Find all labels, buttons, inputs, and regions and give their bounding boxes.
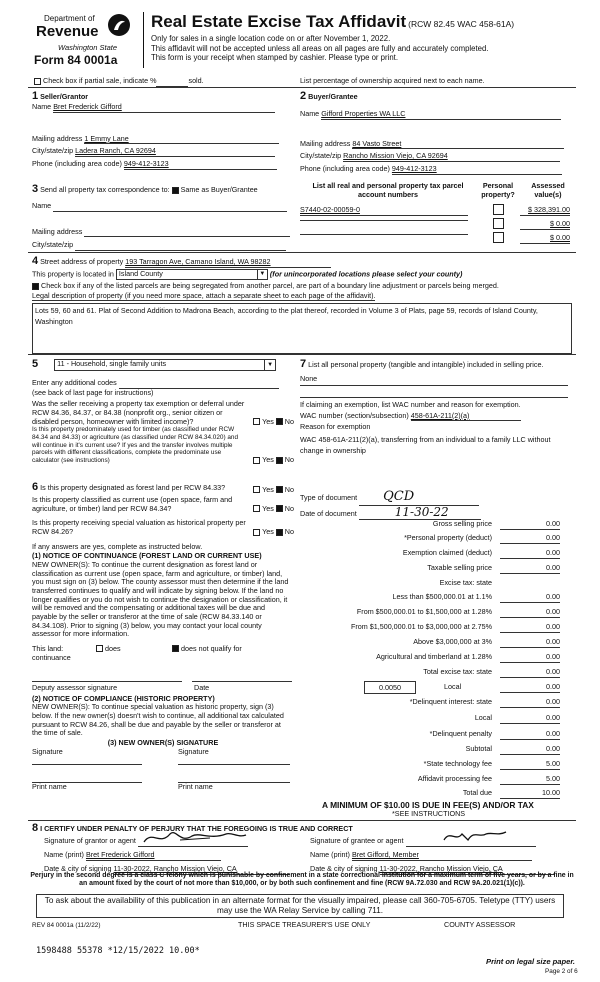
seller-phone-label: Phone (including area code) <box>32 159 122 169</box>
buyer-mailing-label: Mailing address <box>300 138 351 148</box>
calc-label: Taxable selling price <box>427 563 492 572</box>
county-selected-value: Island County <box>118 269 163 279</box>
table-row <box>300 745 562 756</box>
owner-signature-line-1[interactable] <box>32 756 142 765</box>
correspondence-label: Send all property tax correspondence to: <box>40 185 170 194</box>
buyer-heading: Buyer/Grantee <box>308 92 358 101</box>
owner-signature-line-2[interactable] <box>178 756 290 765</box>
historic-question-text: Is this property receiving special valuation as historical property per RCW 84.26? <box>32 518 246 537</box>
segregated-parcel-checkbox[interactable] <box>32 283 39 290</box>
yes-label: Yes <box>262 503 274 513</box>
calc-value[interactable]: 0.00 <box>500 698 560 708</box>
table-row <box>300 698 562 709</box>
dept-label: Department of <box>44 14 95 23</box>
calc-value[interactable]: 0.00 <box>500 564 560 574</box>
no-label: No <box>284 503 294 513</box>
calc-value[interactable]: 0.00 <box>500 745 560 755</box>
no-label: No <box>284 527 294 537</box>
revision-label: REV 84 0001a (11/2/22) <box>32 922 101 929</box>
seller-city-label: City/state/zip <box>32 146 74 156</box>
yes-label: Yes <box>262 484 274 494</box>
table-row <box>300 534 562 545</box>
calc-value[interactable]: 0.00 <box>500 608 560 618</box>
table-row <box>300 549 562 560</box>
agency-logo <box>28 10 138 72</box>
parcel-col-personal: Personal property? <box>481 181 515 199</box>
calc-value[interactable]: 0.00 <box>500 520 560 530</box>
table-row <box>300 789 562 800</box>
seller-phone-field[interactable]: 949-412-3123 <box>124 160 277 170</box>
calc-label: Less than $500,000.01 at 1.1% <box>392 592 492 601</box>
forest-question-text: Is this property designated as forest land per RCW 84.33? <box>40 483 226 492</box>
exemption-question <box>32 400 294 426</box>
partial-sale-percent-field[interactable] <box>156 77 188 87</box>
if-yes-note: If any answers are yes, complete as instructed below. <box>32 541 203 551</box>
wac-label: WAC number (section/subsection) <box>300 410 409 420</box>
table-row <box>300 668 562 679</box>
calc-value[interactable]: 0.00 <box>500 730 560 740</box>
continuance-label: continuance <box>32 652 71 662</box>
table-row <box>300 220 570 231</box>
form-citation: (RCW 82.45 WAC 458-61A) <box>408 19 515 29</box>
table-row <box>300 608 562 619</box>
table-row <box>300 623 562 634</box>
calc-value[interactable]: 0.00 <box>500 638 560 648</box>
uninc-note: (for unincorporated locations please select your county) <box>269 269 463 279</box>
grantor-signature-image <box>140 826 250 848</box>
calc-label: *State technology fee <box>423 759 492 768</box>
legal-description-label: Legal description of property (if you need more space, attach a separate sheet to each page of the affidavit). <box>32 290 376 300</box>
calc-value[interactable]: 5.00 <box>500 760 560 770</box>
buyer-section <box>300 90 575 175</box>
does-label: does <box>105 643 121 653</box>
wac-number-field[interactable]: 458-61A-211(2)(a) <box>411 412 521 422</box>
treasurer-label: THIS SPACE TREASURER'S USE ONLY <box>238 920 371 929</box>
buyer-phone-label: Phone (including area code) <box>300 164 390 174</box>
current-use-no-checkbox[interactable] <box>276 505 283 512</box>
calc-label: Exemption claimed (deduct) <box>402 548 492 557</box>
correspondence-mailing-label: Mailing address <box>32 226 83 236</box>
ownership-note: List percentage of ownership acquired next to each name. <box>300 76 485 85</box>
notice-continuance-text: NEW OWNER(S): To continue the current designation as forest land or classification as current use (open space, farm and agriculture, or timber) land, you must sign on (3) below. The county assessor must then determine if the land transferred continues to qualify and will indicate by signing below. If the land no longer qualifies or you do not wish to continue the designation or classification, it will be removed and the compensating or additional taxes will be due and payable by the seller or transferor at the time of sale (RCW 84.33.140 or 84.34.108). Prior to signing (3) below, you may contact your local county assessor for more information. <box>32 560 289 639</box>
minimum-due-note: A MINIMUM OF $10.00 IS DUE IN FEE(S) AND/OR TAX <box>322 800 534 810</box>
see-instructions-note: *SEE INSTRUCTIONS <box>392 809 466 818</box>
local-rate-field[interactable]: 0.0050 <box>364 681 416 694</box>
timber-question-text: Is this property predominately used for timber (as classified under RCW 84.34 and 84.33) or agriculture (as classified under RCW 84.34.020) and will continue in it's current use? If yes and the transfer involves multiple parcels with different classifications, complete the predominate use calculator (see instructions) <box>32 426 239 465</box>
table-row <box>300 730 562 741</box>
grantor-name-field[interactable]: Bret Frederick Gifford <box>86 851 221 861</box>
table-row <box>300 206 570 217</box>
calc-value[interactable]: 0.00 <box>500 549 560 559</box>
same-as-buyer-checkbox[interactable] <box>172 187 179 194</box>
seller-heading: Seller/Grantor <box>40 92 89 101</box>
parcel-number-field[interactable] <box>300 234 468 235</box>
land-use-selected-value: 11 - Household, single family units <box>57 359 167 369</box>
timber-no-checkbox[interactable] <box>276 457 283 464</box>
seller-section <box>32 90 287 170</box>
buyer-mailing-field[interactable]: 84 Vasto Street <box>352 140 564 150</box>
calc-value[interactable]: 0.00 <box>500 534 560 544</box>
correspondence-name-field[interactable] <box>53 202 287 212</box>
section-number: 1 <box>32 90 39 102</box>
no-label: No <box>284 484 294 494</box>
calc-label: Excise tax: state <box>439 578 492 587</box>
buyer-city-label: City/state/zip <box>300 151 342 161</box>
local-label: Local <box>444 682 462 691</box>
correspondence-city-label: City/state/zip <box>32 240 74 250</box>
does-qualify-checkbox[interactable] <box>96 645 103 652</box>
partial-sale-label: Check box if partial sale, indicate % <box>43 76 157 85</box>
parcel-col-assessed: Assessed value(s) <box>531 181 565 199</box>
receipt-stamp: 1598488 55378 *12/15/2022 10.00* <box>36 946 200 956</box>
calc-label: Subtotal <box>465 744 492 753</box>
agency-name: Revenue <box>36 23 99 40</box>
section-number: 8 <box>32 822 39 834</box>
section-number: 5 <box>32 358 39 370</box>
notice-continuance-title: (1) NOTICE OF CONTINUANCE (FOREST LAND OR CURRENT USE) <box>32 551 262 561</box>
yes-label: Yes <box>262 455 274 465</box>
forest-land-section <box>32 481 294 791</box>
partial-sale-row <box>34 77 204 87</box>
document-date-field[interactable]: 11-30-22 <box>359 505 481 520</box>
document-type-row <box>300 489 479 506</box>
deputy-signature-label: Deputy assessor signature <box>32 682 118 692</box>
print-name-label: Print name <box>32 781 67 791</box>
header-note-2: This affidavit will not be accepted unless all areas on all pages are fully and accurately completed. <box>151 43 489 53</box>
new-owner-signature-title: (3) NEW OWNER(S) SIGNATURE <box>107 738 219 747</box>
deputy-signature-line[interactable] <box>32 673 182 682</box>
paper-note: Print on legal size paper. <box>486 957 576 966</box>
personal-property-checkbox[interactable] <box>493 204 504 215</box>
buyer-city-field[interactable]: Rancho Mission Viejo, CA 92694 <box>343 152 560 162</box>
form-number: Form 84 0001a <box>34 53 118 67</box>
current-use-question <box>32 496 294 513</box>
property-section <box>32 255 572 354</box>
correspondence-city-field[interactable] <box>75 241 286 251</box>
yes-label: Yes <box>262 527 274 537</box>
calc-label: Agricultural and timberland at 1.28% <box>376 652 492 661</box>
historic-yes-checkbox[interactable] <box>253 529 260 536</box>
exemption-yes-checkbox[interactable] <box>253 418 260 425</box>
grantee-date-label: Date & city of signing <box>310 864 378 874</box>
calc-value[interactable]: 10.00 <box>500 789 560 799</box>
current-use-yes-checkbox[interactable] <box>253 505 260 512</box>
table-row <box>300 593 562 604</box>
county-label: This property is located in <box>32 269 114 279</box>
forest-question <box>32 481 294 494</box>
buyer-name-field[interactable]: Gifford Properties WA LLC <box>321 110 561 120</box>
current-use-question-text: Is this property classified as current use (open space, farm and agriculture, or timber) land per RCW 84.34? <box>32 495 233 513</box>
parcel-number-field[interactable]: S7440-02-00059-0 <box>300 206 468 216</box>
land-use-section <box>32 358 294 465</box>
personal-property-section <box>300 358 572 457</box>
codes-note: (see back of last page for instructions) <box>32 387 154 397</box>
divider <box>28 87 576 88</box>
calc-label: *Delinquent interest: state <box>409 697 492 706</box>
page-number: Page 2 of 6 <box>545 968 578 975</box>
table-row <box>300 653 562 664</box>
logo-mark-icon <box>108 14 130 36</box>
no-label: No <box>284 416 294 426</box>
forest-yes-checkbox[interactable] <box>253 486 260 493</box>
parcel-number-field[interactable] <box>300 220 468 221</box>
reason-label: Reason for exemption <box>300 422 371 432</box>
exemption-no-checkbox[interactable] <box>276 418 283 425</box>
calc-label: Total excise tax: state <box>423 667 492 676</box>
street-label: Street address of property <box>40 257 124 266</box>
historic-no-checkbox[interactable] <box>276 529 283 536</box>
table-row <box>300 760 562 771</box>
calc-value[interactable]: 5.00 <box>500 775 560 785</box>
exemption-claim-label: If claiming an exemption, list WAC number and reason for exemption. <box>300 400 521 410</box>
calc-value[interactable]: 0.00 <box>500 714 560 724</box>
section-number: 6 <box>32 481 39 493</box>
calc-value[interactable]: 0.00 <box>500 623 560 633</box>
parcel-col-numbers: List all real and personal property tax parcel account numbers <box>312 181 464 199</box>
assessed-value-field[interactable]: $ 0.00 <box>520 220 570 230</box>
personal-property-checkbox[interactable] <box>493 232 504 243</box>
notice-compliance-text: NEW OWNER(S): To continue special valuation as historic property, sign (3) below. If the new owner(s) doesn't wish to continue, all additional tax calculated pursuant to RCW 84.26, shall be due and payable by the seller or transferor at the time of sale. <box>32 702 284 738</box>
document-type-label: Type of document <box>300 493 358 502</box>
state-label: Washington State <box>58 43 118 52</box>
local-value[interactable]: 0.00 <box>500 683 560 693</box>
table-row <box>300 638 562 649</box>
same-as-buyer-label: Same as Buyer/Grantee <box>180 185 258 194</box>
form-title: Real Estate Excise Tax Affidavit <box>151 12 407 31</box>
correspondence-name-label: Name <box>32 201 52 211</box>
document-type-field[interactable]: QCD <box>359 489 479 506</box>
signature-label: Signature <box>32 746 63 756</box>
certify-statement: I CERTIFY UNDER PENALTY OF PERJURY THAT THE FOREGOING IS TRUE AND CORRECT <box>40 824 353 833</box>
chevron-down-icon: ▼ <box>264 360 275 370</box>
header-note-1: Only for sales in a single location code on or after November 1, 2022. <box>151 34 391 44</box>
grantor-signature-label: Signature of grantor or agent <box>44 836 136 846</box>
seller-mailing-field[interactable]: 1 Emmy Lane <box>84 135 279 145</box>
calc-label: *Delinquent penalty <box>429 729 492 738</box>
calc-value[interactable]: 0.00 <box>500 653 560 663</box>
timber-yes-checkbox[interactable] <box>253 457 260 464</box>
calc-value[interactable]: 0.00 <box>500 593 560 603</box>
exemption-question-text: Was the seller receiving a property tax exemption or deferral under RCW 84.36, 84.37, or 84.38 (nonprofit org., senior citizen or disabled person, homeowner with limited income)? <box>32 399 245 426</box>
calc-value[interactable]: 0.00 <box>500 668 560 678</box>
partial-sale-checkbox[interactable] <box>34 78 41 85</box>
calc-label: Gross selling price <box>432 519 492 528</box>
calc-label: Local <box>474 713 492 722</box>
divider <box>28 354 576 355</box>
correspondence-mailing-field[interactable] <box>84 228 290 238</box>
seller-name-field[interactable]: Bret Frederick Gifford <box>53 103 275 113</box>
seller-city-field[interactable]: Ladera Ranch, CA 92694 <box>75 147 275 157</box>
section-number: 4 <box>32 255 39 267</box>
correspondence-section <box>32 183 294 251</box>
personal-property-checkbox[interactable] <box>493 218 504 229</box>
local-tax-row <box>364 681 562 695</box>
section-number: 2 <box>300 90 307 102</box>
perjury-notice: Perjury in the second degree is a class C felony which is punishable by confinement in a state correctional institution for a maximum term of five years, or by a fine in an amount fixed by the court of not more than $10,000, or by both such confinement and fine (RCW 9A.72.030 and RCW 9A.20.021(1)(c)). <box>30 872 574 888</box>
land-use-select[interactable] <box>54 359 276 371</box>
print-name-label: Print name <box>178 781 213 791</box>
grantor-date-label: Date & city of signing <box>44 864 112 874</box>
table-row <box>300 579 562 590</box>
section-number: 3 <box>32 183 39 195</box>
calc-label: Total due <box>462 788 492 797</box>
buyer-name-label: Name <box>300 109 320 119</box>
seller-name-label: Name <box>32 102 52 112</box>
grantee-name-label: Name (print) <box>310 850 350 860</box>
timber-question <box>32 426 294 464</box>
grantor-name-label: Name (print) <box>44 850 84 860</box>
section-number: 7 <box>300 358 307 370</box>
segregated-parcel-label: Check box if any of the listed parcels are being segregated from another parcel, are part of a boundary line adjustment or parcels being merged. <box>41 281 499 291</box>
forest-no-checkbox[interactable] <box>276 486 283 493</box>
document-date-label: Date of document <box>300 509 357 518</box>
partial-sale-post: sold. <box>188 76 204 85</box>
table-row <box>300 775 562 786</box>
grantor-date-field[interactable]: 11-30-2022, Rancho Mission Viejo, CA <box>114 865 289 875</box>
additional-codes-label: Enter any additional codes <box>32 378 117 388</box>
divider <box>28 820 576 821</box>
buyer-phone-field[interactable]: 949-412-3123 <box>392 165 562 175</box>
deputy-date-label: Date <box>194 682 210 692</box>
street-address-field[interactable]: 193 Tarragon Ave, Camano Island, WA 98282 <box>125 258 331 268</box>
table-row <box>300 234 570 245</box>
historic-question <box>32 519 294 536</box>
personal-property-label: List all personal property (tangible and intangible) included in selling price. <box>308 360 544 369</box>
calc-label: Above $3,000,000 at 3% <box>413 637 492 646</box>
form-title-block <box>151 12 571 62</box>
assessed-value-field[interactable]: $ 328,391.00 <box>520 206 570 216</box>
grantee-signature-label: Signature of grantee or agent <box>310 836 404 846</box>
exemption-reason-field[interactable]: WAC 458-61A-211(2)(a), transferring from an individual to a family LLC without change in ownership <box>300 435 551 455</box>
table-row <box>300 520 562 531</box>
does-not-label: does not qualify for <box>181 643 242 653</box>
personal-property-field[interactable]: None <box>300 375 568 386</box>
chevron-down-icon: ▼ <box>257 270 267 279</box>
no-label: No <box>284 455 294 465</box>
calc-label: Affidavit processing fee <box>417 774 492 783</box>
notice-compliance-title: (2) NOTICE OF COMPLIANCE (HISTORIC PROPERTY) <box>32 693 215 703</box>
does-not-qualify-checkbox[interactable] <box>172 645 179 652</box>
divider <box>28 252 576 253</box>
header-note-3: This form is your receipt when stamped by cashier. Please type or print. <box>151 53 399 63</box>
calc-label: From $1,500,000.01 to $3,000,000 at 2.75% <box>350 622 492 631</box>
deputy-date-line[interactable] <box>192 673 292 682</box>
signature-label: Signature <box>178 746 209 756</box>
assessed-value-field[interactable]: $ 0.00 <box>520 234 570 244</box>
grantee-name-field[interactable]: Bret Gifford, Member <box>352 851 532 861</box>
yes-label: Yes <box>262 416 274 426</box>
table-row <box>300 714 562 725</box>
grantee-date-field[interactable]: 11-30-2022, Rancho Mission Viejo, CA <box>380 865 555 875</box>
calc-label: *Personal property (deduct) <box>404 533 492 542</box>
this-land-label: This land: <box>32 643 64 653</box>
seller-mailing-label: Mailing address <box>32 133 83 143</box>
county-select[interactable] <box>116 269 268 280</box>
assessor-label: COUNTY ASSESSOR <box>444 920 516 929</box>
grantee-signature-image <box>440 826 510 846</box>
accessibility-notice: To ask about the availability of this publication in an alternate format for the visually impaired, please call 360-705-6705. Teletype (TTY) users may use the WA Relay Service by calling 711. <box>36 894 564 918</box>
legal-description-field[interactable]: Lots 59, 60 and 61. Plat of Second Addition to Madrona Beach, according to the plat thereof, recorded in Volume 3 of Plats, page 59, records of Island County, Washington <box>32 303 572 354</box>
header-divider <box>143 12 144 68</box>
table-row <box>300 564 562 575</box>
calc-label: From $500,000.01 to $1,500,000 at 1.28% <box>356 607 492 616</box>
